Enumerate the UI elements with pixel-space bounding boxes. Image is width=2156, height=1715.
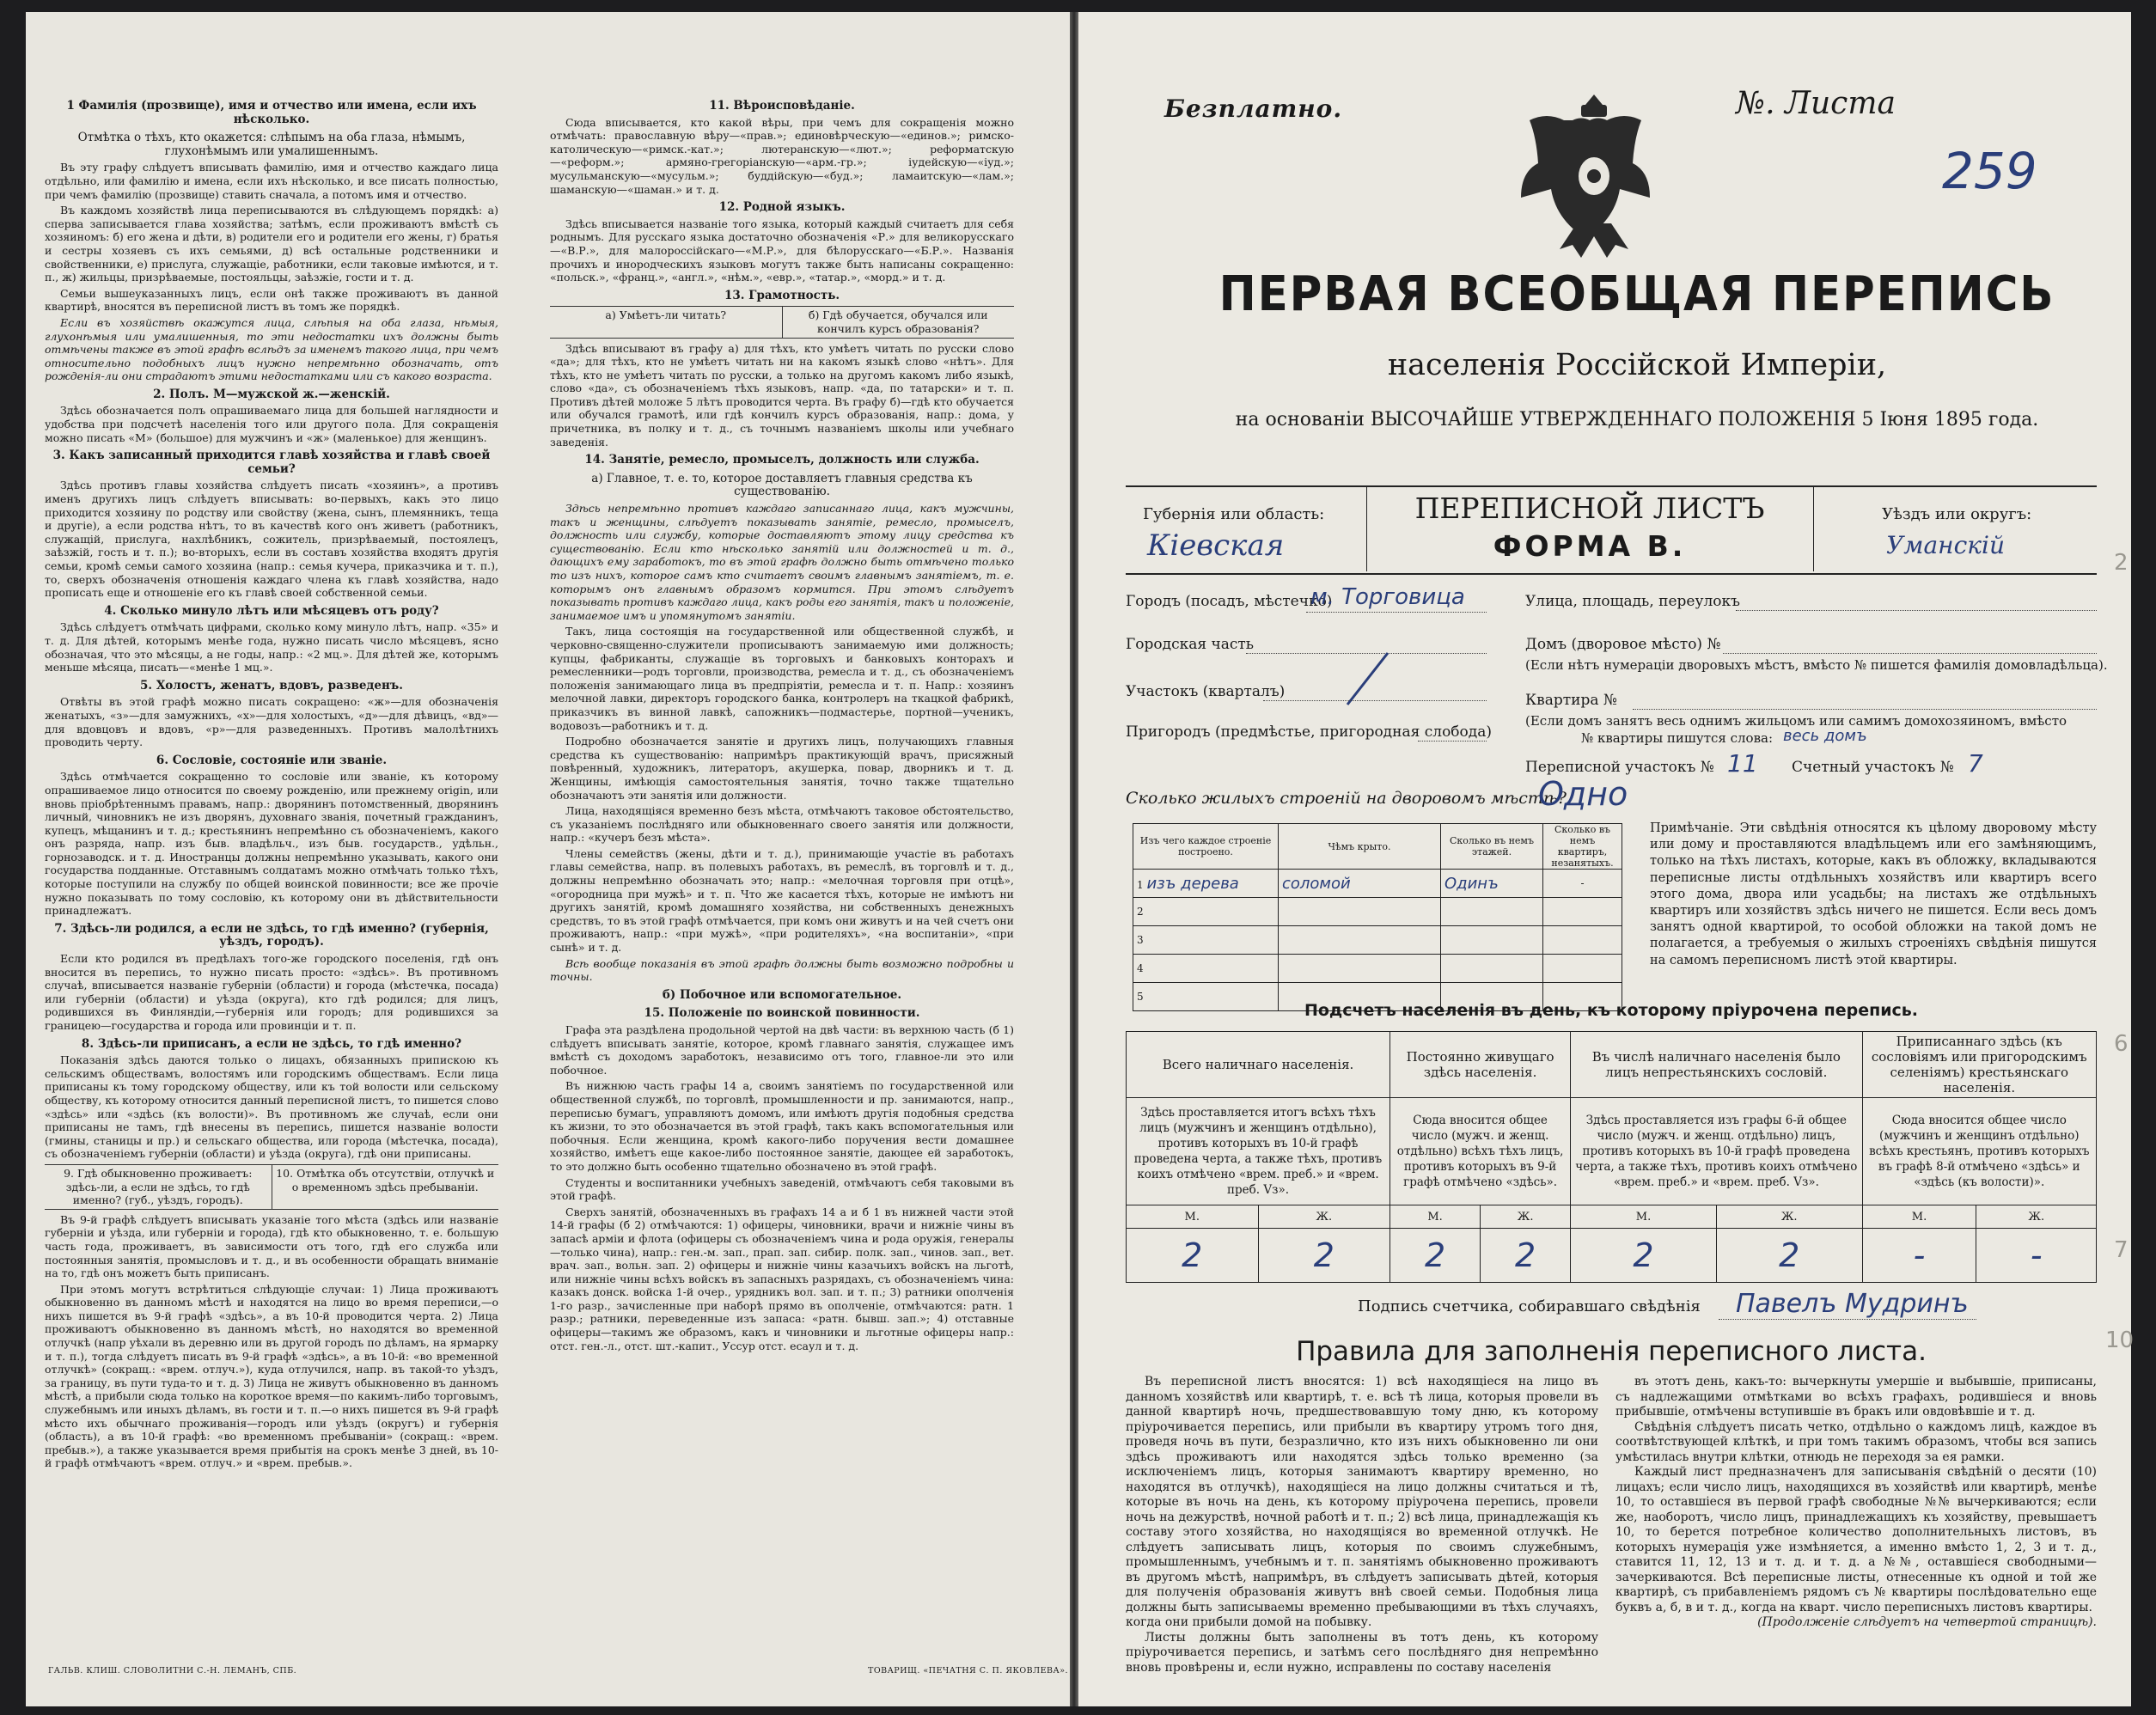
table-cell: [1133, 870, 1279, 898]
paragraph: Лица, находящіяся временно безъ мѣста, отмѣчаютъ таковое обстоятельство, съ указаніемъ послѣдняго или обыкновеннаго своего занятія или должности, напр.: «кучеръ безъ мѣста».: [550, 804, 1014, 845]
rules-column-1: [1126, 1375, 1598, 1675]
paragraph: Графа эта раздѣлена продольной чертой на двѣ части: въ верхнюю часть (б 1) слѣдуетъ вписывать занятіе, которое, кромѣ главнаго занятія, служащее имъ вмѣстѣ съ доходомъ заработокъ, независимо отъ того, главное-ли это или побочное.: [550, 1023, 1014, 1077]
buildings-col-material: Изъ чего каждое строеніе построено.: [1133, 824, 1279, 870]
margin-number: 10: [2105, 1327, 2135, 1353]
paragraph: Показанія здѣсь даются только о лицахъ, обязанныхъ припискою къ сельскимъ обществамъ, волостямъ или городскимъ обществамъ. Если лица приписаны къ тому городскому обществу, или къ той волости или сельскому обществу, къ которому относится данный переписной листъ, то пишется слово «здѣсь» или «здѣсь (къ волости)». Въ противномъ же случаѣ, если они приписаны не тамъ, гдѣ внесены въ перепись, пишется названіе волости (гмины, станицы и пр.) и сельскаго общества, или города (мѣстечка, посада), съ обозначеніемъ губерніи (области) и уѣзда (округа), гдѣ они приписаны.: [45, 1053, 498, 1161]
count-value: -: [1976, 1229, 2097, 1283]
paragraph: Сверхъ занятій, обозначенныхъ въ графахъ 14 а и б 1 въ нижней части этой 14-й графы (б 2) отмѣчаются: 1) офицеры, чиновники, врачи и нижніе чины въ запасѣ арміи и флота (офицеры съ обозначеніемъ чина и рода оружія, генералы—только чина), напр.: ген.-м. зап., прап. зап. сибир. полк. зап., чинов. зап., вет. врач. зап., вольн. зап. 2) офицеры и нижніе чины казачьихъ войскъ на льготѣ, или нижніе чины всѣхъ войскъ въ запасныхъ разрядахъ, съ обозначеніемъ чина: казакъ донск. войска 1-й очер., урядникъ вол. зап. и т. п.; 3) ратники ополченія 1-го разр., зачисленные при наборѣ прямо въ ополченіе, отмѣчаются: ратн. 1 разр.; ратники, переведенные изъ запаса: «ратн. бывш. зап.»; 4) отставные офицеры—такимъ же образомъ, какъ и чиновники и льготные офицеры напр.: отст. ген.-л., отст. шт.-капит., Уссур отст. есаул и т. д.: [550, 1205, 1014, 1352]
table-cell: 5: [1133, 983, 1279, 1011]
paragraph: Въ каждомъ хозяйствѣ лица переписываются въ слѣдующемъ порядкѣ: а) сперва записывается глава хозяйства; затѣмъ, если проживаютъ вмѣстѣ съ хозяиномъ: б) его жена и дѣти, в) родители его и родители его жены, г) братья и сестры хозяевъ съ ихъ семьями, д) всѣ остальные родственники и свойственники, е) прислуга, служащіе, работники, если таковые имѣются, и т. п., ж) жильцы, призрѣваемые, постояльцы, заѣзжіе, гости и т. д.: [45, 204, 498, 284]
paragraph: Здѣсь слѣдуетъ отмѣчать цифрами, сколько кому минуло лѣтъ, напр. «35» и т. д. Для дѣтей, которымъ менѣе года, нужно писать число мѣсяцевъ, ясно обозначая, что это мѣсяцы, а не годы, напр.: «2 мц.». Для дѣтей же, которымъ меньше мѣсяца, писать—«менѣе 1 мц.».: [45, 620, 498, 674]
section-14-subtitle: а) Главное, т. е. то, которое доставляетъ главныя средства къ существованію.: [591, 471, 973, 499]
buildings-col-roof: Чѣмъ крыто.: [1279, 824, 1441, 870]
count-value: 2: [1390, 1229, 1481, 1283]
instructions-column-2: [550, 95, 1014, 1675]
instructions-column-1: [45, 95, 498, 1675]
paragraph: Въ эту графу слѣдуетъ вписывать фамилію, имя и отчество каждаго лица отдѣльно, или фамилію и имена, если ихъ нѣсколько, и все писать полностью, при чемъ фамилію (прозвище) ставить сначала, а потомъ имя и отчество.: [45, 161, 498, 201]
section-13-title: 13. Грамотность.: [724, 288, 840, 302]
living-buildings-question: Сколько жилыхъ строеній на дворовомъ мѣстѣ?: [1126, 789, 1567, 808]
table-row: [1133, 926, 1622, 955]
table-cell: [1441, 955, 1543, 983]
paragraph: Всѣ вообще показанія въ этой графѣ должны быть возможно подробны и точны.: [550, 956, 1014, 984]
population-count-heading: Подсчетъ населенія въ день, къ которому пріурочена перепись.: [1304, 1001, 1919, 1020]
table-cell: 2: [1133, 898, 1279, 926]
count-value: 2: [1571, 1229, 1717, 1283]
literacy-a: а) Умѣетъ-ли читать?: [605, 308, 727, 322]
dotted-line: [1306, 612, 1487, 613]
paragraph: Здѣсь противъ главы хозяйства слѣдуетъ писать «хозяинъ», а противъ именъ другихъ лицъ слѣдуетъ вписывать: во-первыхъ, какъ это лицо приходится хозяину по родству или свойству (жена, сынъ, племянникъ, теща и другіе), а если родства нѣтъ, то въ качествѣ кого онъ живетъ (работникъ, служащій, прислуга, нахлѣбникъ, сожитель, призрѣваемый, постоялецъ, заѣзжій, гость и т. п.); во-вторыхъ, если въ составъ хозяйства входятъ другія семьи, кромѣ семьи самого хозяина (напр.: семья кучера, приказчика и т. п.), то, сверхъ обозначенія отношенія каждаго члена къ главѣ хозяйства, надо прописать еще и отношеніе его къ главѣ своей собственной семьи.: [45, 479, 498, 600]
count-value: 2: [1127, 1229, 1259, 1283]
buildings-table: [1133, 823, 1622, 1011]
literacy-subheader: [550, 306, 1014, 338]
paragraph: Подробно обозначается занятіе и другихъ лицъ, получающихъ главныя средства къ существованію: напримѣръ практикующій врачъ, присяжный повѣренный, художникъ, литераторъ, акушерка, повар, дворникъ и т. д. Женщины, имѣющія самостоятельныя занятія, точно также тщательно обозначаютъ эти занятія или должности.: [550, 735, 1014, 802]
sex-male: М.: [1390, 1205, 1481, 1229]
legal-basis: на основаніи ВЫСОЧАЙШЕ УТВЕРЖДЕННАГО ПОЛОЖЕНІЯ 5 Іюня 1895 года.: [1235, 409, 2039, 430]
section-7-title: 7. Здѣсь-ли родился, а если не здѣсь, то гдѣ именно? (губернія, уѣздъ, городъ).: [54, 921, 489, 949]
margin-number: 2: [2114, 550, 2129, 576]
paragraph: Отвѣты въ этой графѣ можно писать сокращено: «ж»—для обозначенія женатыхъ, «з»—для замужнихъ, «х»—для холостыхъ, «д»—для дѣвицъ, «вд»—для вдовцовъ и вдовъ, «р»—для разведенныхъ. Противъ малолѣтнихъ проводить черту.: [45, 695, 498, 749]
sex-female: Ж.: [1716, 1205, 1862, 1229]
paragraph: Сюда вписывается, кто какой вѣры, при чемъ для сокращенія можно отмѣчать: православную вѣру—«прав.»; единовѣрческую—«единов.»; римско-католическую—«римск.-кат.»; лютеранскую—«лют.»; реформатскую—«реформ.»; армяно-грегоріанскую—«арм.-гр.»; іудейскую—«іуд.»; мусульманскую—«мусульм.»; буддійскую—«буд.»; ламаитскую—«лам.»; шаманскую—«шаман.» и т. д.: [550, 115, 1014, 196]
enumerator-signature: Павелъ Мудринъ: [1736, 1289, 1969, 1319]
count-desc: Здѣсь проставляется изъ графы 6-й общее число (мужч. и женщ. отдѣльно) лицъ, противъ которыхъ въ 10-й графѣ проведена черта, а также тѣхъ, противъ коихъ отмѣчено «врем. преб.» и «врем. преб. Vз».: [1571, 1098, 1862, 1205]
count-precinct-label: Счетный участокъ №: [1792, 759, 1954, 776]
dotted-line: [1633, 709, 2097, 710]
table-cell: [1441, 870, 1543, 898]
sex-male: М.: [1571, 1205, 1717, 1229]
count-desc: Здѣсь проставляется итогъ всѣхъ тѣхъ лицъ (мужчинъ и женщинъ отдѣльно), противъ которыхъ въ 10-й графѣ проведена черта, а также тѣхъ, противъ коихъ отмѣчено «врем. преб.» и «врем. преб. Vз».: [1127, 1098, 1390, 1205]
count-value: 2: [1481, 1229, 1571, 1283]
form-title-line-1: ПЕРЕПИСНОЙ ЛИСТЪ: [1414, 491, 1765, 525]
dotted-line: [1418, 741, 1487, 742]
rules-title: Правила для заполненія переписного листа.: [1296, 1336, 1927, 1367]
table-cell: 4: [1133, 955, 1279, 983]
section-1-subtitle: Отмѣтка о тѣхъ, кто окажется: слѣпымъ на оба глаза, нѣмымъ, глухонѣмымъ или умалишеннымъ.: [77, 131, 466, 158]
section-8-title: 8. Здѣсь-ли приписанъ, а если не здѣсь, то гдѣ именно?: [81, 1036, 462, 1051]
city-part-label: Городская часть: [1126, 636, 1255, 653]
section-2-title: 2. Полъ. М—мужской ж.—женскій.: [153, 387, 390, 401]
sex-male: М.: [1127, 1205, 1259, 1229]
count-header-present: Всего наличнаго населенія.: [1127, 1032, 1390, 1098]
continued-note: (Продолженіе слѣдуетъ на четвертой страницѣ).: [1757, 1615, 2097, 1629]
city-value: м. Торговица: [1310, 584, 1465, 610]
section-3-title: 3. Какъ записанный приходится главѣ хозяйства и главѣ своей семьи?: [52, 449, 491, 476]
district-label: Уѣздъ или округъ:: [1882, 505, 2032, 523]
house-note: (Если нѣтъ нумераціи дворовыхъ мѣстъ, вмѣсто № пишется фамилія домовладѣльца).: [1525, 657, 2108, 673]
paragraph: Члены семействъ (жены, дѣти и т. д.), принимающіе участіе въ работахъ главы семейства, напр. въ полевыхъ работахъ, въ ремеслѣ, въ торговлѣ и т. д., должны непремѣнно обозначать это; напр.: «мелочная торговля при отцѣ», «огородница при мужѣ» и т. п. Что же касается тѣхъ, которые не имѣютъ ни другихъ занятій, кромѣ домашняго хозяйства, ни собственныхъ денежныхъ средствъ, то въ этой графѣ отмѣчается, при комъ они живутъ и на чей счетъ они проживаютъ, напр.: «при мужѣ», «при родителяхъ», «на воспитаніи», «при сынѣ» и т. д.: [550, 846, 1014, 955]
table-row: [1133, 870, 1622, 898]
count-value: 2: [1258, 1229, 1390, 1283]
paragraph: Здѣсь обозначается полъ опрашиваемаго лица для большей наглядности и удобства при подсчетѣ населенія того или другого пола. Для сокращенія можно писать «М» (большое) для мужчинъ и «ж» (маленькое) для женщинъ.: [45, 404, 498, 444]
count-value: -: [1862, 1229, 1976, 1283]
table-cell: [1279, 926, 1441, 955]
main-title: ПЕРВАЯ ВСЕОБЩАЯ ПЕРЕПИСЬ: [1218, 266, 2055, 322]
paragraph: Въ 9-й графѣ слѣдуетъ вписывать указаніе того мѣста (здѣсь или названіе губерніи и уѣзда, или губерніи и города), гдѣ кто обыкновенно, т. е. большую часть года, проживаетъ, въ зависимости отъ того, гдѣ его служба или постоянныя занятія, промысловъ и т. д., и въ особенности обращать вниманіе на то, гдѣ онъ можетъ быть приписанъ.: [45, 1212, 498, 1280]
living-buildings-value: Одно: [1538, 775, 1628, 813]
vacant-value: -: [1580, 877, 1585, 889]
row-number: 1: [1137, 878, 1144, 891]
roof-value: соломой: [1282, 874, 1351, 893]
subtitle: населенія Россійской Имперіи,: [1387, 348, 1887, 382]
house-label: Домъ (дворовое мѣсто) №: [1525, 636, 1721, 653]
paragraph: Въ нижнюю часть графы 14 а, своимъ занятіемъ по государственной или общественной службѣ, по торговлѣ, промышленности и пр. занимаются, напр., переписью бумагъ, управляютъ домомъ, или имѣютъ другія подобныя средства къ жизни, то это обозначается въ этой графѣ, такъ какъ вспомогательныя или побочныя. Если женщина, кромѣ какого-либо поручения вести домашнее хозяйство, имѣетъ еще какое-либо постоянное занятіе, дающее ей заработокъ, то это должно быть особенно тщательно обозначено въ этой графѣ.: [550, 1079, 1014, 1173]
district-value: Уманскій: [1886, 531, 2005, 559]
precinct-label: Участокъ (кварталъ): [1126, 683, 1286, 700]
material-value: изъ дерева: [1146, 874, 1239, 893]
count-precinct-value: 7: [1968, 749, 1983, 778]
sex-female: Ж.: [1258, 1205, 1390, 1229]
rules-column-2: [1615, 1375, 2097, 1667]
table-row: [1133, 955, 1622, 983]
apartment-note-1: (Если домъ занятъ весь однимъ жильцомъ или самимъ домохозяиномъ, вмѣсто: [1525, 713, 2067, 729]
enumerator-signature-label: Подпись счетчика, собиравшаго свѣдѣнія: [1358, 1297, 1701, 1315]
table-cell: [1543, 955, 1622, 983]
table-cell: [1543, 898, 1622, 926]
dotted-line: [1263, 700, 1487, 701]
table-row: [1133, 898, 1622, 926]
paragraph: При этомъ могутъ встрѣтиться слѣдующіе случаи: 1) Лица проживаютъ обыкновенно въ данномъ мѣстѣ и находятся на лицо во время переписи,—о нихъ пишется въ 9-й графѣ «здѣсь», а въ 10-й проводится черта. 2) Лица проживаютъ обыкновенно въ данномъ мѣстѣ, но находятся во временной отлучкѣ (напр уѣхали въ деревню или въ другой городъ по дѣламъ, на ярмарку и т. п.), тогда слѣдуетъ писать въ 9-й графѣ «здѣсь», а въ 10-й: «во временной отлучкѣ» (сокращ.: «врем. отлуч.»), куда отлучился, напр. въ такой-то уѣздъ, за границу, въ пути туда-то и т. д. 3) Лица не живутъ обыкновенно въ данномъ мѣстѣ, а прибыли сюда только на короткое время—по какимъ-либо торговымъ, служебнымъ или иныхъ дѣламъ, въ гости и т. п.—о нихъ пишется въ 9-й графѣ мѣсто ихъ обычнаго проживанія—городъ или уѣздъ (округъ) и губернія (область), а въ 10-й графѣ: «во временномъ пребываніи» (сокращ.: «врем. пребыв.»), а также указывается время прибытія на срокъ менѣе 3 дней, въ 10-й графѣ отмѣчаютъ «врем. отлуч.» и «врем. пребыв.».: [45, 1282, 498, 1470]
table-cell: [1279, 870, 1441, 898]
section-5-title: 5. Холостъ, женатъ, вдовъ, разведенъ.: [140, 678, 403, 693]
table-cell: [1279, 955, 1441, 983]
province-value: Кіевская: [1147, 528, 1285, 563]
section-1-title: 1 Фамилія (прозвище), имя и отчество или имена, если ихъ нѣсколько.: [66, 99, 477, 126]
census-precinct-value: 11: [1727, 749, 1758, 778]
paragraph: въ этотъ день, какъ-то: вычеркнуты умершіе и выбывшіе, приписаны, съ надлежащими отмѣтками во всѣхъ графахъ, родившіеся и вновь прибывшіе, отмѣчены вступившіе въ бракъ или овдовѣвшіе и т. д.: [1615, 1375, 2097, 1419]
section-10-title: 10. Отмѣтка объ отсутствіи, отлучкѣ и о временномъ здѣсь пребываніи.: [272, 1165, 499, 1209]
dotted-line: [1736, 610, 2097, 611]
form-title: [1366, 490, 1813, 565]
paragraph: Листы должны быть заполнены въ тотъ день, къ которому пріурочивается перепись, и затѣмъ сего послѣдняго дня непремѣнно вновь провѣрены и, если нужно, исправлены по составу населенія: [1126, 1630, 1598, 1675]
free-label: Безплатно.: [1164, 95, 1343, 123]
paragraph: Если въ хозяйствѣ окажутся лица, слѣпыя на оба глаза, нѣмыя, глухонѣмыя или умалишенныя, то эти недостатки ихъ должны быть отмѣчены также въ этой графѣ вслѣдъ за именемъ такого лица, при чемъ относительно подобныхъ лицъ нужно непремѣнно обозначать, отъ рожденія-ли они страдаютъ этими недостатками или съ какого возраста.: [45, 315, 498, 383]
book-spine: [1070, 12, 1078, 1706]
sex-female: Ж.: [1481, 1205, 1571, 1229]
section-9-10-header: [45, 1164, 498, 1210]
paragraph: Если кто родился въ предѣлахъ того-же городского поселенія, гдѣ онъ вносится въ перепись, то нужно писать просто: «здѣсь». Въ противномъ случаѣ, вписывается названіе губерніи (области) и города (мѣстечка, посада) или губерніи (области) и уѣзда (округа), кто гдѣ родился; для лицъ, родившихся въ Финляндіи,—губернія или городъ; для родившихся за границею—государства и города или провинціи и т. п.: [45, 952, 498, 1032]
sex-female: Ж.: [1976, 1205, 2097, 1229]
table-cell: [1441, 926, 1543, 955]
section-11-title: 11. Вѣроисповѣданіе.: [709, 99, 855, 113]
sex-male: М.: [1862, 1205, 1976, 1229]
buildings-note: Примѣчаніе. Эти свѣдѣнія относятся къ цѣлому дворовому мѣсту или дому и проставляются владѣльцемъ или его замѣняющимъ, только на тѣхъ листахъ, которые, какъ въ обложку, вкладываются переписные листы отдѣльныхъ хозяйствъ или квартиръ всего этого дома, двора или усадьбы; на листахъ же отдѣльныхъ квартиръ или хозяйствъ здѣсь ничего не пишется. Если весь домъ занятъ одной квартирой, то особой обложки на такой домъ не полагается, а требуемыя о жилыхъ строеніяхъ свѣдѣнія пишутся на самомъ переписномъ листѣ этой квартиры.: [1650, 821, 2097, 967]
form-title-line-2: ФОРМА В.: [1493, 529, 1687, 563]
paragraph: Семьи вышеуказанныхъ лицъ, если онѣ также проживаютъ въ данной квартирѣ, вносятся въ переписной листъ въ томъ же порядкѣ.: [45, 286, 498, 314]
margin-number: 6: [2114, 1031, 2129, 1057]
apartment-value: весь домъ: [1783, 727, 1867, 745]
divider: [1813, 485, 1814, 571]
section-15-title: 15. Положеніе по воинской повинности.: [644, 1006, 920, 1021]
table-cell: [1543, 926, 1622, 955]
count-header-non-peasant: Въ числѣ наличнаго населенія было лицъ непрестьянскихъ сословій.: [1571, 1032, 1862, 1098]
table-cell: [1279, 898, 1441, 926]
sheet-number-label: №. Листа: [1736, 86, 1896, 121]
paragraph: Здѣсь вписывают въ графу а) для тѣхъ, кто умѣетъ читать по русски слово «да»; для тѣхъ, кто не умѣетъ читать ни на какомъ языкѣ слово «нѣтъ». Для тѣхъ, кто не умѣетъ читать по русски, а только на другомъ какомъ либо языкѣ, слово «да», съ обозначеніемъ тѣхъ языковъ, напр. «да, по татарски» и т. п. Противъ дѣтей моложе 5 лѣтъ проводится черта. Въ графу б)—гдѣ кто обучается или обучался грамотѣ, или гдѣ кончилъ курсъ образованія, напр.: дома, у причетника, въ полку и т. д., съ точнымъ названіемъ школы или учебнаго заведенія.: [550, 341, 1014, 449]
margin-number: 7: [2114, 1237, 2129, 1263]
sheet-number-handwritten: 259: [1942, 142, 2037, 200]
section-14b-title: б) Побочное или вспомогательное.: [662, 987, 902, 1002]
section-4-title: 4. Сколько минуло лѣтъ или мѣсяцевъ отъ роду?: [104, 603, 439, 618]
imperial-eagle-icon: [1512, 86, 1676, 266]
printer-mark-right: ТОВАРИЩ. «ПЕЧАТНЯ С. П. ЯКОВЛЕВА».: [868, 1666, 1069, 1675]
province-label: Губернія или область:: [1143, 505, 1325, 523]
paragraph: Въ переписной листъ вносятся: 1) всѣ находящіеся на лицо въ данномъ хозяйствѣ или квартирѣ, т. е. всѣ тѣ лица, которыя провели въ данной квартирѣ ночь, предшествовавшую тому дню, къ которому пріурочивается перепись, или прибыли въ квартиру утромъ того дня, проведя ночь въ пути, безразлично, кто изъ нихъ обыкновенно ли они здѣсь проживаютъ или находятся здѣсь только временно (за исключеніемъ лицъ, которыя занимаютъ квартиру временно, но находятся въ отлучкѣ), находящіеся на лицо должны считаться и тѣ, которые въ ночь на день, къ которому пріурочена перепись, провели ночь на дежурствѣ, ночной работѣ и т. п.; 2) всѣ лица, принадлежащія къ составу этого хозяйства, но находящіяся во временной отлучкѣ. Не слѣдуетъ записывать лицъ, которыя по своимъ служебнымъ, промышленнымъ, учебнымъ и т. п. занятіямъ обыкновенно проживаютъ въ другомъ мѣстѣ, напримѣръ, въ слѣдуетъ записывать дѣтей, которыя для полученія образованія живутъ внѣ своей семьи. Подобныя лица должны быть записываемы временно пребывающими въ тѣхъ случаяхъ, когда они прибыли домой на побывку.: [1126, 1375, 1598, 1629]
count-desc: Сюда вносится общее число (мужчинъ и женщинъ отдѣльно) всѣхъ крестьянъ, противъ которыхъ въ графѣ 8-й отмѣчено «здѣсь» и «здѣсь (къ волости)».: [1862, 1098, 2096, 1205]
census-precinct-label: Переписной участокъ №: [1525, 759, 1714, 776]
paragraph: Студенты и воспитанники учебныхъ заведеній, отмѣчаютъ себя таковыми въ этой графѣ.: [550, 1175, 1014, 1203]
suburb-label: Пригородъ (предмѣстье, пригородная слобода): [1126, 723, 1493, 741]
paragraph: Свѣдѣнія слѣдуетъ писать четко, отдѣльно о каждомъ лицѣ, каждое въ соотвѣтствующей клѣткѣ, и при томъ такимъ образомъ, чтобы вся запись умѣстилась внутри клѣтки, отнюдь не переходя за ея рамки.: [1615, 1419, 2097, 1464]
section-6-title: 6. Сословіе, состояніе или званіе.: [156, 753, 388, 767]
buildings-col-floors: Сколько въ немъ этажей.: [1441, 824, 1543, 870]
section-14-title: 14. Занятіе, ремесло, промыселъ, должность или служба.: [584, 453, 980, 467]
apartment-note-2: № квартиры пишутся слова:: [1581, 730, 1774, 746]
table-cell: [1441, 898, 1543, 926]
section-9-title: 9. Гдѣ обыкновенно проживаетъ: здѣсь-ли, а если не здѣсь, то гдѣ именно? (губ., уѣздъ, городъ).: [64, 1166, 253, 1207]
paragraph: Здѣсь отмѣчается сокращенно то сословіе или званіе, къ которому опрашиваемое лицо относится по своему рожденію, или прежнему origin, или вновь пріобрѣтеннымъ правамъ, напр.: дворянинъ потомственный, дворянинъ личный, чиновникъ не изъ дворянъ, духовнаго званія, почетный гражданинъ, купецъ, мѣщанинъ и т. д.; крестьянинъ непремѣнно съ обозначеніемъ, какого онъ разряда, напр. изъ быв. владѣльч., изъ быв. государств., удѣльн., горнозаводск. и т. д. Иностранцы должны непремѣнно указывать, какого они государства подданные. Отставнымъ солдатамъ можно отмѣчать только тѣхъ, которые поступили на службу по общей воинской повинности; все же прочіе нужно показывать по тому сословію, къ которому они въ дѣйствительности принадлежатъ.: [45, 770, 498, 918]
printer-mark-left: ГАЛЬВ. КЛИШ. СЛОВОЛИТНИ С.-Н. ЛЕМАНЪ, СПБ.: [48, 1666, 297, 1675]
floors-value: Одинъ: [1444, 874, 1499, 893]
section-12-title: 12. Родной языкъ.: [718, 200, 846, 215]
paragraph: Здѣсь непремѣнно противъ каждаго записаннаго лица, какъ мужчины, такъ и женщины, слѣдуетъ показывать занятіе, ремесло, промыселъ, должность или службу, которые доставляютъ этому лицу средства къ существованію. Если кто нѣсколько занятій или должностей и т. д., дающихъ ему заработокъ, то въ этой графѣ должно быть отмѣчено только то изъ нихъ, которое самъ кто считаетъ своимъ главнымъ занятіемъ, т. е. которымъ онъ главнымъ образомъ кормится. При этомъ слѣдуетъ показывать противъ каждаго лица, какъ роды его занятія, такъ и положеніе, занимаемое имъ и упомянутомъ занятіи.: [550, 502, 1014, 622]
dotted-line: [1719, 1319, 1976, 1320]
literacy-b: б) Гдѣ обучается, обучался или кончилъ курсъ образованія?: [782, 307, 1015, 337]
count-header-permanent: Постоянно живущаго здѣсь населенія.: [1390, 1032, 1571, 1098]
count-desc: Сюда вносится общее число (мужч. и женщ. отдѣльно) всѣхъ тѣхъ лицъ, противъ которыхъ въ 9-й графѣ отмѣчено «здѣсь».: [1390, 1098, 1571, 1205]
city-label: Городъ (посадъ, мѣстечко): [1126, 593, 1333, 610]
paragraph: Здѣсь вписывается названіе того языка, который каждый считаетъ для себя роднымъ. Для русскаго языка достаточно обозначенія «Р.» для великорусскаго—«В.Р.», для малороссійскаго—«М.Р.», для бѣлорусскаго—«Б.Р.». Названія прочихъ и инородческихъ языковъ могутъ также быть написаны сокращенно: «польск.», «франц.», «англ.», «нѣм.», «евр.», «татар.», «морд.» и т. д.: [550, 217, 1014, 284]
dotted-line: [1723, 653, 2097, 654]
count-header-peasant: Приписаннаго здѣсь (къ сословіямъ или пригородскимъ селеніямъ) крестьянскаго населенія.: [1862, 1032, 2096, 1098]
paragraph: Такъ, лица состоящія на государственной или общественной службѣ, и черковно-священно-служители прописываютъ занимаемую ими должность; купцы, фабриканты, служащіе въ торговыхъ и банковыхъ конторахъ и ремесленники—родъ торговли, производства, ремесла и т. д., съ обозначеніемъ положенія занимающаго лица въ предпріятіи, ремесла и т. п. Напр.: хозяинъ мелочной лавки, директоръ городского банка, контролеръ на ткацкой фабрикѣ, приказчикъ въ винной лавкѣ, сапожникъ—подмастерье, портной—ученикъ, водовозъ—работникъ и т. д.: [550, 625, 1014, 732]
count-value: 2: [1716, 1229, 1862, 1283]
table-cell: 3: [1133, 926, 1279, 955]
apartment-label: Квартира №: [1525, 692, 1617, 709]
street-label: Улица, площадь, переулокъ: [1525, 593, 1740, 610]
paragraph: Каждый лист предназначенъ для записыванія свѣдѣній о десяти (10) лицахъ; если число лицъ, находящихся въ хозяйствѣ или квартирѣ, менѣе 10, то оставшіеся въ первой графѣ свободные №№ вычеркиваются; если же, наоборотъ, число лицъ, принадлежащихъ къ хозяйству, превышаетъ 10, то берется потребное количество дополнительныхъ листовъ, въ которыхъ нумерація уже измѣняется, а именно вмѣсто 1, 2, 3 и т. д., ставится 11, 12, 13 и т. д. и т. д. а №№, оставшіеся свободными—зачеркиваются. Всѣ переписные листы, отнесенные къ одной и той же квартирѣ, съ прибавленіемъ рядомъ съ № квартиры послѣдовательно еще буквъ а, б, в и т. д., когда на кварт. число переписныхъ листовъ квартиры.: [1615, 1465, 2097, 1614]
population-count-table: [1126, 1031, 2097, 1283]
buildings-col-vacant: Сколько въ немъ квартиръ, незанятыхъ.: [1543, 824, 1622, 870]
table-cell: [1543, 870, 1622, 898]
